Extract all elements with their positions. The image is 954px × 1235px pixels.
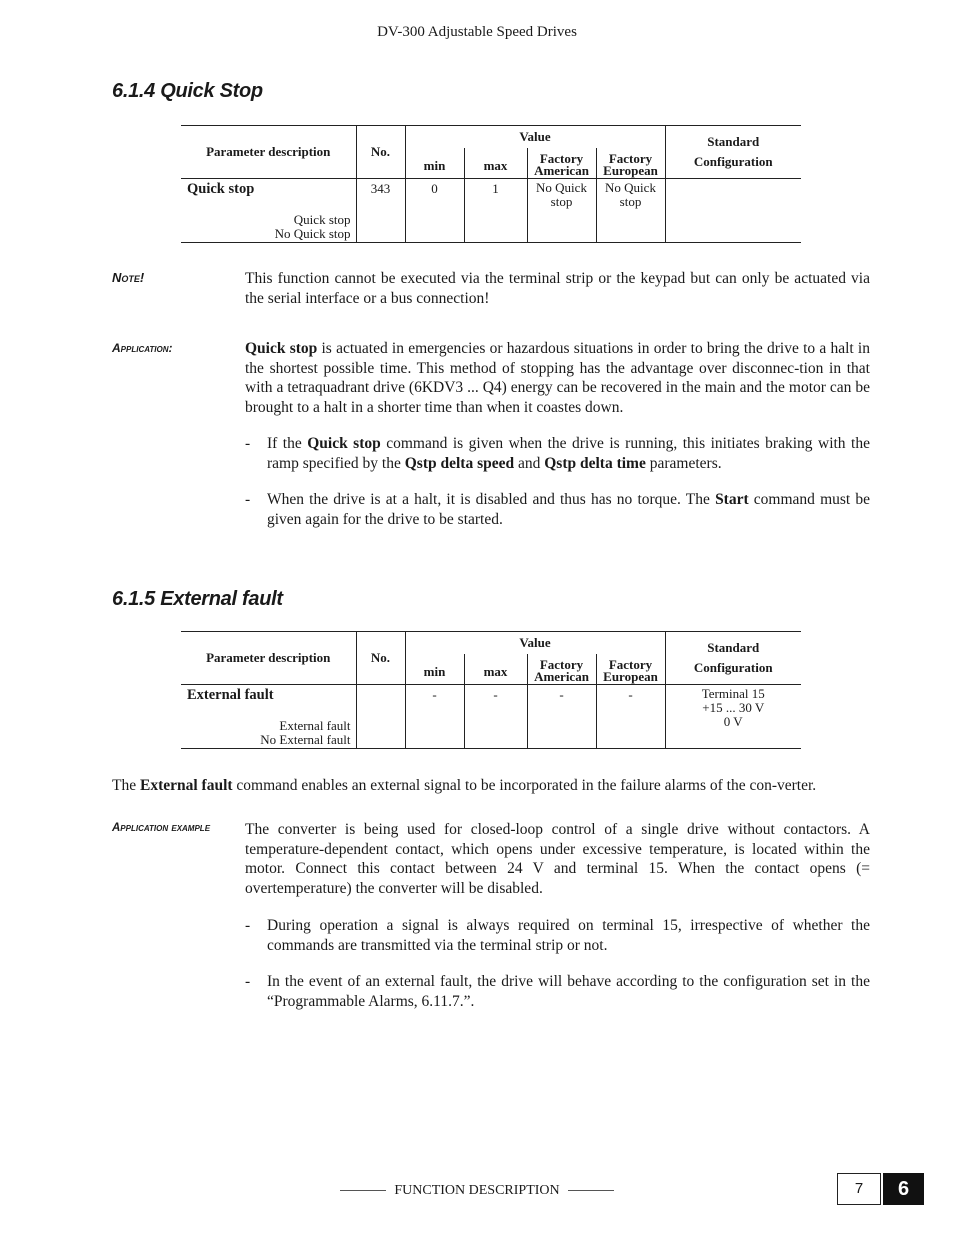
application-paragraph: Quick stop is actuated in emergencies or hazardous situations in order to bring the drive to a halt in the shortest possible time. This method of stopping has the advantage over disconnec-tion in that with a tetraquadrant drive (6KDV3 ... Q4) energy can be recovered in the main and the motor can be brought to a halt in a shorter time than when it coastes down. <box>245 340 870 416</box>
external-fault-intro: The External fault command enables an external signal to be incorporated in the failure alarms of the con-verter. <box>112 777 817 794</box>
row-max: 1 <box>464 179 527 243</box>
header-factory-american: Factory American <box>527 654 596 685</box>
option-no-quick-stop: No Quick stop <box>274 226 351 241</box>
application-label: Application: <box>112 341 173 355</box>
row-number <box>356 685 405 749</box>
row-factory-european: No Quick stop <box>596 179 665 243</box>
note-text: This function cannot be executed via the terminal strip or the keypad but can only be actuated via the serial interface or a bus connection! <box>245 270 870 307</box>
header-standard-configuration: Standard Configuration <box>665 126 801 179</box>
application-example-label: Application example <box>112 822 211 834</box>
footer-label: FUNCTION DESCRIPTION <box>394 1183 560 1198</box>
row-factory-american: - <box>527 685 596 749</box>
header-factory-european: Factory European <box>596 654 665 685</box>
option-external-fault: External fault <box>279 718 351 733</box>
row-min: 0 <box>431 181 438 196</box>
quick-stop-bullet-2: - When the drive is at a halt, it is disabled and thus has no torque. The Start command must be given again for the drive to be started. <box>245 491 870 528</box>
header-parameter-description: Parameter description <box>206 650 331 665</box>
row-standard-configuration <box>665 179 801 243</box>
option-quick-stop: Quick stop <box>293 212 351 227</box>
quick-stop-parameter-table <box>181 125 801 243</box>
chapter-tab: 6 <box>883 1173 924 1205</box>
header-min: min <box>423 664 446 679</box>
note-label: Note! <box>112 270 145 285</box>
quick-stop-bullet-1: - If the Quick stop command is given when the drive is running, this initiates braking with the ramp specified by the Qstp delta speed and Qstp delta time parameters. <box>245 435 870 472</box>
running-header: DV-300 Adjustable Speed Drives <box>377 24 577 40</box>
header-value: Value <box>519 129 551 144</box>
footer-rule-right <box>568 1190 614 1191</box>
page-number: 7 <box>837 1173 881 1205</box>
row-factory-american: No Quick stop <box>527 179 596 243</box>
header-max: max <box>464 654 527 685</box>
section-heading-quick-stop: 6.1.4 Quick Stop <box>112 80 263 102</box>
header-number: No. <box>356 126 405 179</box>
external-fault-parameter-table <box>181 631 801 749</box>
external-fault-bullet-1: - During operation a signal is always required on terminal 15, irrespective of whether the commands are transmitted via the terminal strip or not. <box>245 917 870 954</box>
row-max: - <box>464 685 527 749</box>
header-factory-european: Factory European <box>596 148 665 179</box>
header-standard-configuration: Standard Configuration <box>665 632 801 685</box>
row-number: 343 <box>356 179 405 243</box>
row-parameter-options <box>275 213 351 241</box>
row-parameter-cell <box>181 179 356 243</box>
header-max: max <box>464 148 527 179</box>
row-parameter-cell <box>181 685 356 749</box>
header-value: Value <box>519 635 551 650</box>
header-min: min <box>423 158 446 173</box>
section-heading-external-fault: 6.1.5 External fault <box>112 588 283 610</box>
option-no-external-fault: No External fault <box>260 732 351 747</box>
row-parameter-name: External fault <box>187 687 274 703</box>
application-example-paragraph: The converter is being used for closed-loop control of a single drive without contactors. A temperature-dependent contact, which opens under excessive temperature, is located within the motor. Connect this contact between 24 V and terminal 15. When the contact opens (= overtemperature) the converter will be disabled. <box>245 821 870 897</box>
row-standard-configuration: Terminal 15 +15 ... 30 V 0 V <box>665 685 801 749</box>
row-factory-european: - <box>596 685 665 749</box>
application-term: Quick stop <box>245 340 318 357</box>
row-min: - <box>432 687 437 702</box>
header-number: No. <box>356 632 405 685</box>
header-factory-american: Factory American <box>527 148 596 179</box>
header-parameter-description: Parameter description <box>206 144 331 159</box>
row-parameter-options <box>260 719 350 747</box>
row-parameter-name: Quick stop <box>187 181 255 197</box>
external-fault-bullet-2: - In the event of an external fault, the drive will behave according to the configuration set in the “Programmable Alarms, 6.11.7.”. <box>245 973 870 1010</box>
page-footer <box>0 1183 954 1199</box>
footer-rule-left <box>340 1190 386 1191</box>
